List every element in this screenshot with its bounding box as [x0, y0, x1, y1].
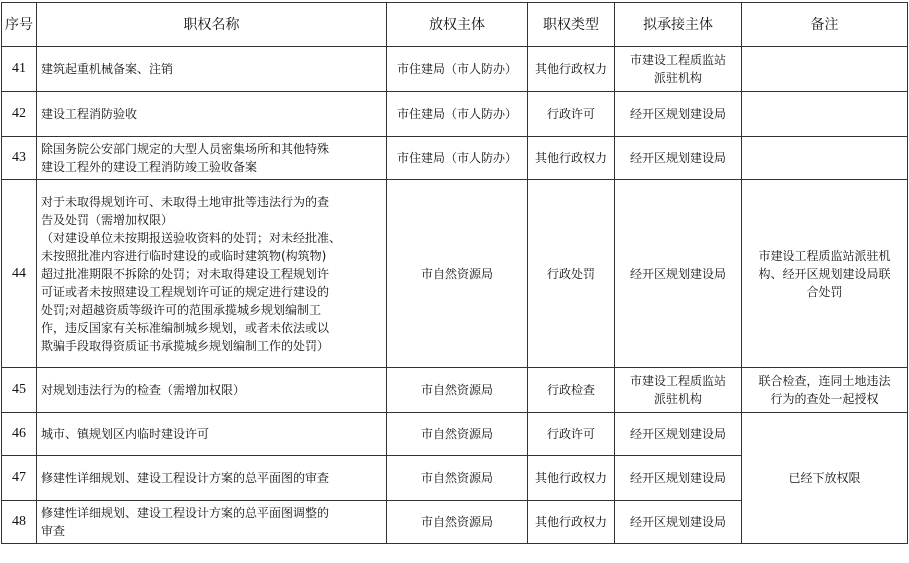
- receiver-line: 经开区规划建设局: [629, 107, 726, 121]
- grantor-cell: 市住建局（市人防办）: [387, 92, 528, 137]
- receiver-line: 经开区规划建设局: [629, 266, 726, 281]
- name-cell: [37, 368, 387, 413]
- receiver-line: 经开区规划建设局: [629, 471, 726, 485]
- table-row: [2, 180, 908, 368]
- seq-cell: 46: [2, 413, 37, 456]
- seq-cell: 43: [2, 137, 37, 180]
- type-cell: 行政处罚: [528, 180, 615, 368]
- seq-cell: 42: [2, 92, 37, 137]
- table-row: [2, 413, 908, 456]
- receiver-cell: [615, 180, 742, 368]
- note-cell: [742, 368, 908, 413]
- note-cell: [742, 92, 908, 137]
- receiver-cell: [615, 368, 742, 413]
- note-line: 合处罚: [806, 284, 843, 299]
- grantor-cell: 市自然资源局: [387, 413, 528, 456]
- name-line: 建设工程消防验收: [41, 107, 138, 121]
- type-cell: 行政检查: [528, 368, 615, 413]
- header-row: [2, 3, 908, 47]
- merged-note-cell: 已经下放权限: [742, 413, 908, 544]
- receiver-line: 经开区规划建设局: [629, 151, 726, 165]
- table-row: [2, 368, 908, 413]
- type-cell: 其他行政权力: [528, 456, 615, 501]
- receiver-line: 派驻机构: [653, 71, 702, 85]
- receiver-line: 市建设工程质监站: [629, 374, 726, 388]
- name-line: 对规划违法行为的检查（需增加权限）: [41, 383, 246, 397]
- receiver-cell: [615, 456, 742, 501]
- name-cell: [37, 137, 387, 180]
- header-name: 职权名称: [37, 3, 387, 47]
- grantor-cell: 市住建局（市人防办）: [387, 137, 528, 180]
- name-line: 修建性详细规划、建设工程设计方案的总平面图调整的: [41, 506, 330, 520]
- name-line: 修建性详细规划、建设工程设计方案的总平面图的审查: [41, 471, 330, 485]
- name-line: 城市、镇规划区内临时建设许可: [41, 427, 210, 441]
- type-cell: 其他行政权力: [528, 137, 615, 180]
- name-line: （对建设单位未按期报送验收资料的处罚；对未经批准、: [41, 230, 342, 245]
- receiver-line: 派驻机构: [653, 392, 702, 406]
- grantor-cell: 市住建局（市人防办）: [387, 47, 528, 92]
- seq-cell: 41: [2, 47, 37, 92]
- grantor-cell: 市自然资源局: [387, 501, 528, 544]
- seq-cell: 47: [2, 456, 37, 501]
- name-line: 作，违反国家有关标准编制城乡规划，或者未依法或以: [41, 320, 330, 335]
- name-cell: [37, 92, 387, 137]
- seq-cell: 45: [2, 368, 37, 413]
- name-line: 建设工程外的建设工程消防竣工验收备案: [41, 160, 258, 174]
- name-cell: [37, 180, 387, 368]
- name-line: 超过批准期限不拆除的处罚；对未取得建设工程规划许: [41, 266, 330, 281]
- receiver-line: 经开区规划建设局: [629, 515, 726, 529]
- grantor-cell: 市自然资源局: [387, 368, 528, 413]
- name-cell: [37, 501, 387, 544]
- name-cell: [37, 47, 387, 92]
- note-line: 行为的查处一起授权: [770, 392, 879, 406]
- name-line: 告及处罚（需增加权限）: [41, 212, 174, 227]
- name-line: 除国务院公安部门规定的大型人员密集场所和其他特殊: [41, 142, 330, 156]
- receiver-cell: [615, 501, 742, 544]
- name-cell: [37, 413, 387, 456]
- header-note: 备注: [742, 3, 908, 47]
- table-row: [2, 137, 908, 180]
- type-cell: 其他行政权力: [528, 501, 615, 544]
- table-row: [2, 47, 908, 92]
- receiver-line: 市建设工程质监站: [629, 53, 726, 67]
- type-cell: 行政许可: [528, 92, 615, 137]
- receiver-cell: [615, 413, 742, 456]
- receiver-cell: [615, 92, 742, 137]
- name-line: 未按照批准内容进行临时建设的或临时建筑物(构筑物): [41, 248, 327, 263]
- grantor-cell: 市自然资源局: [387, 180, 528, 368]
- name-line: 审查: [41, 524, 66, 538]
- seq-cell: 48: [2, 501, 37, 544]
- name-line: 可证或者未按照建设工程规划许可证的规定进行建设的: [41, 284, 330, 299]
- receiver-cell: [615, 137, 742, 180]
- name-cell: [37, 456, 387, 501]
- note-cell: [742, 47, 908, 92]
- table-row: [2, 92, 908, 137]
- note-line: 联合检查，连同土地违法: [758, 374, 891, 388]
- name-line: 处罚;对超越资质等级许可的范围承揽城乡规划编制工: [41, 302, 322, 317]
- header-receiver: 拟承接主体: [615, 3, 742, 47]
- grantor-cell: 市自然资源局: [387, 456, 528, 501]
- receiver-cell: [615, 47, 742, 92]
- type-cell: 行政许可: [528, 413, 615, 456]
- name-line: 建筑起重机械备案、注销: [41, 62, 174, 76]
- note-line: 市建设工程质监站派驻机: [758, 248, 891, 263]
- seq-cell: 44: [2, 180, 37, 368]
- type-cell: 其他行政权力: [528, 47, 615, 92]
- header-seq: 序号: [2, 3, 37, 47]
- receiver-line: 经开区规划建设局: [629, 427, 726, 441]
- name-line: 对于未取得规划许可、未取得土地审批等违法行为的查: [41, 194, 330, 209]
- note-cell: [742, 137, 908, 180]
- header-type: 职权类型: [528, 3, 615, 47]
- delegation-table: [1, 2, 908, 544]
- note-line: 构、经开区规划建设局联: [758, 266, 891, 281]
- note-cell: [742, 180, 908, 368]
- header-grantor: 放权主体: [387, 3, 528, 47]
- name-line: 欺骗手段取得资质证书承揽城乡规划编制工作的处罚）: [41, 338, 330, 353]
